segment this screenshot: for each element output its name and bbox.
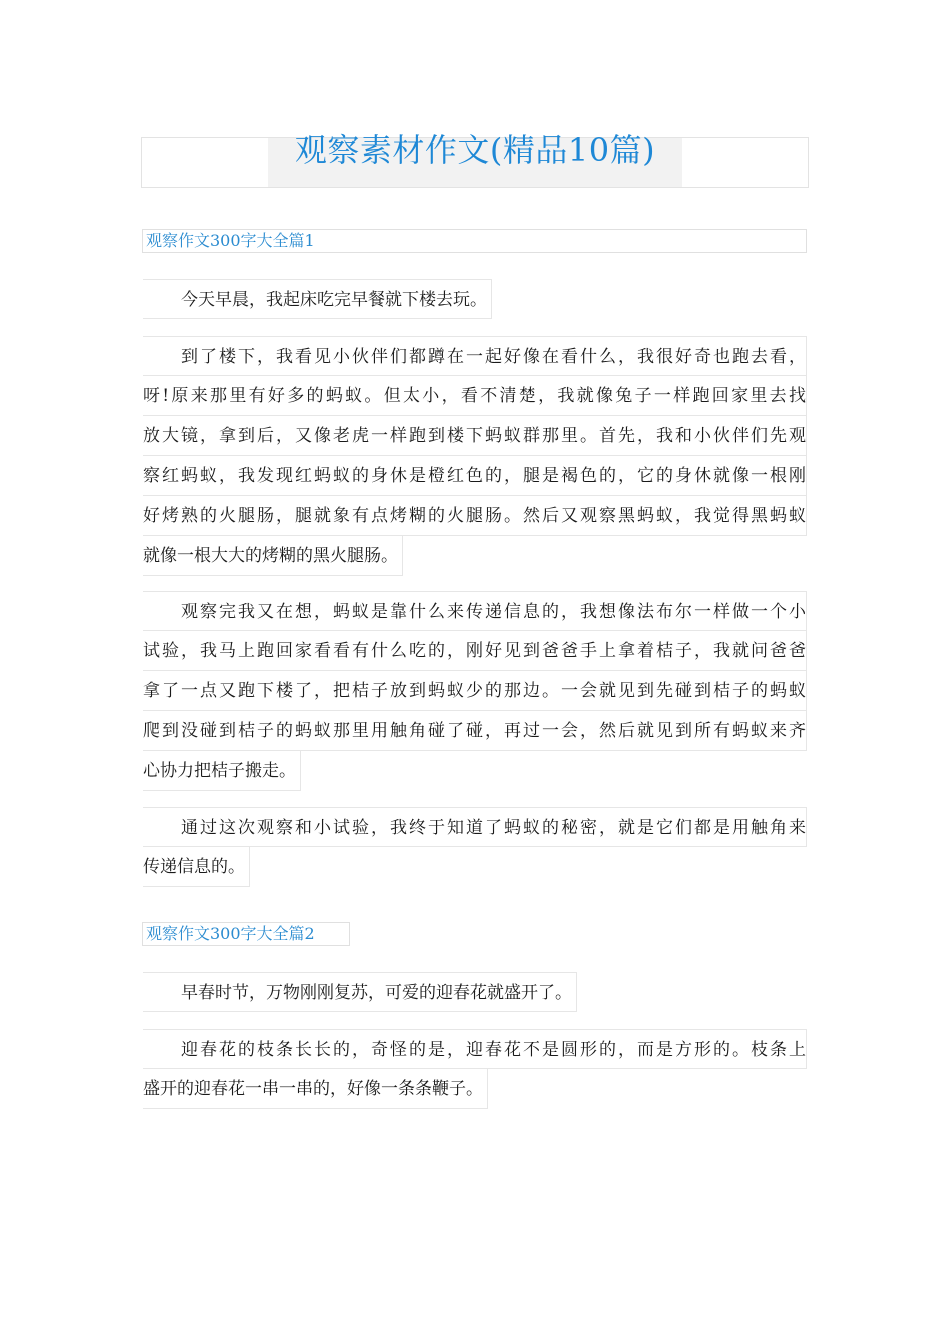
paragraph-3: [143, 591, 807, 791]
paragraph-6: [143, 1029, 807, 1109]
paragraph-line: 观察完我又在想，蚂蚁是靠什么来传递信息的，我想像法布尔一样做一个小: [143, 591, 807, 631]
paragraph-line: 好烤熟的火腿肠，腿就象有点烤糊的火腿肠。然后又观察黑蚂蚁，我觉得黑蚂蚁: [143, 496, 807, 536]
paragraph-line: 察红蚂蚁，我发现红蚂蚁的身休是橙红色的，腿是褐色的，它的身休就像一根刚: [143, 456, 807, 496]
section-heading-box-1: [142, 229, 807, 253]
paragraph-line: 爬到没碰到桔子的蚂蚁那里用触角碰了碰，再过一会，然后就见到所有蚂蚁来齐: [143, 711, 807, 751]
paragraph-5: [143, 972, 807, 1012]
section-heading-box-2: [142, 922, 350, 946]
paragraph-line: 就像一根大大的烤糊的黑火腿肠。: [143, 536, 403, 576]
title-frame: [141, 131, 809, 188]
paragraph-line: 通过这次观察和小试验，我终于知道了蚂蚁的秘密，就是它们都是用触角来: [143, 807, 807, 847]
paragraph-4: [143, 807, 807, 887]
section-heading-1: 观察作文300字大全篇1: [146, 231, 315, 250]
paragraph-line: 到了楼下，我看见小伙伴们都蹲在一起好像在看什么，我很好奇也跑去看，: [143, 336, 807, 376]
paragraph-line: 拿了一点又跑下楼了，把桔子放到蚂蚁少的那边。一会就见到先碰到桔子的蚂蚁: [143, 671, 807, 711]
paragraph-line: 心协力把桔子搬走。: [143, 751, 301, 791]
paragraph-line: 呀!原来那里有好多的蚂蚁。但太小，看不清楚，我就像兔子一样跑回家里去找: [143, 376, 807, 416]
paragraph-2: [143, 336, 807, 576]
paragraph-line: 盛开的迎春花一串一串的，好像一条条鞭子。: [143, 1069, 488, 1109]
document-title: 观察素材作文(精品10篇): [294, 131, 656, 169]
paragraph-line: 早春时节，万物刚刚复苏，可爱的迎春花就盛开了。: [143, 972, 577, 1012]
paragraph-line: 放大镜，拿到后，又像老虎一样跑到楼下蚂蚁群那里。首先，我和小伙伴们先观: [143, 416, 807, 456]
paragraph-1: [143, 279, 807, 319]
paragraph-line: 今天早晨，我起床吃完早餐就下楼去玩。: [143, 279, 492, 319]
paragraph-line: 试验，我马上跑回家看看有什么吃的，刚好见到爸爸手上拿着桔子，我就问爸爸: [143, 631, 807, 671]
paragraph-line: 迎春花的枝条长长的，奇怪的是，迎春花不是圆形的，而是方形的。枝条上: [143, 1029, 807, 1069]
paragraph-line: 传递信息的。: [143, 847, 250, 887]
section-heading-2: 观察作文300字大全篇2: [146, 924, 315, 943]
